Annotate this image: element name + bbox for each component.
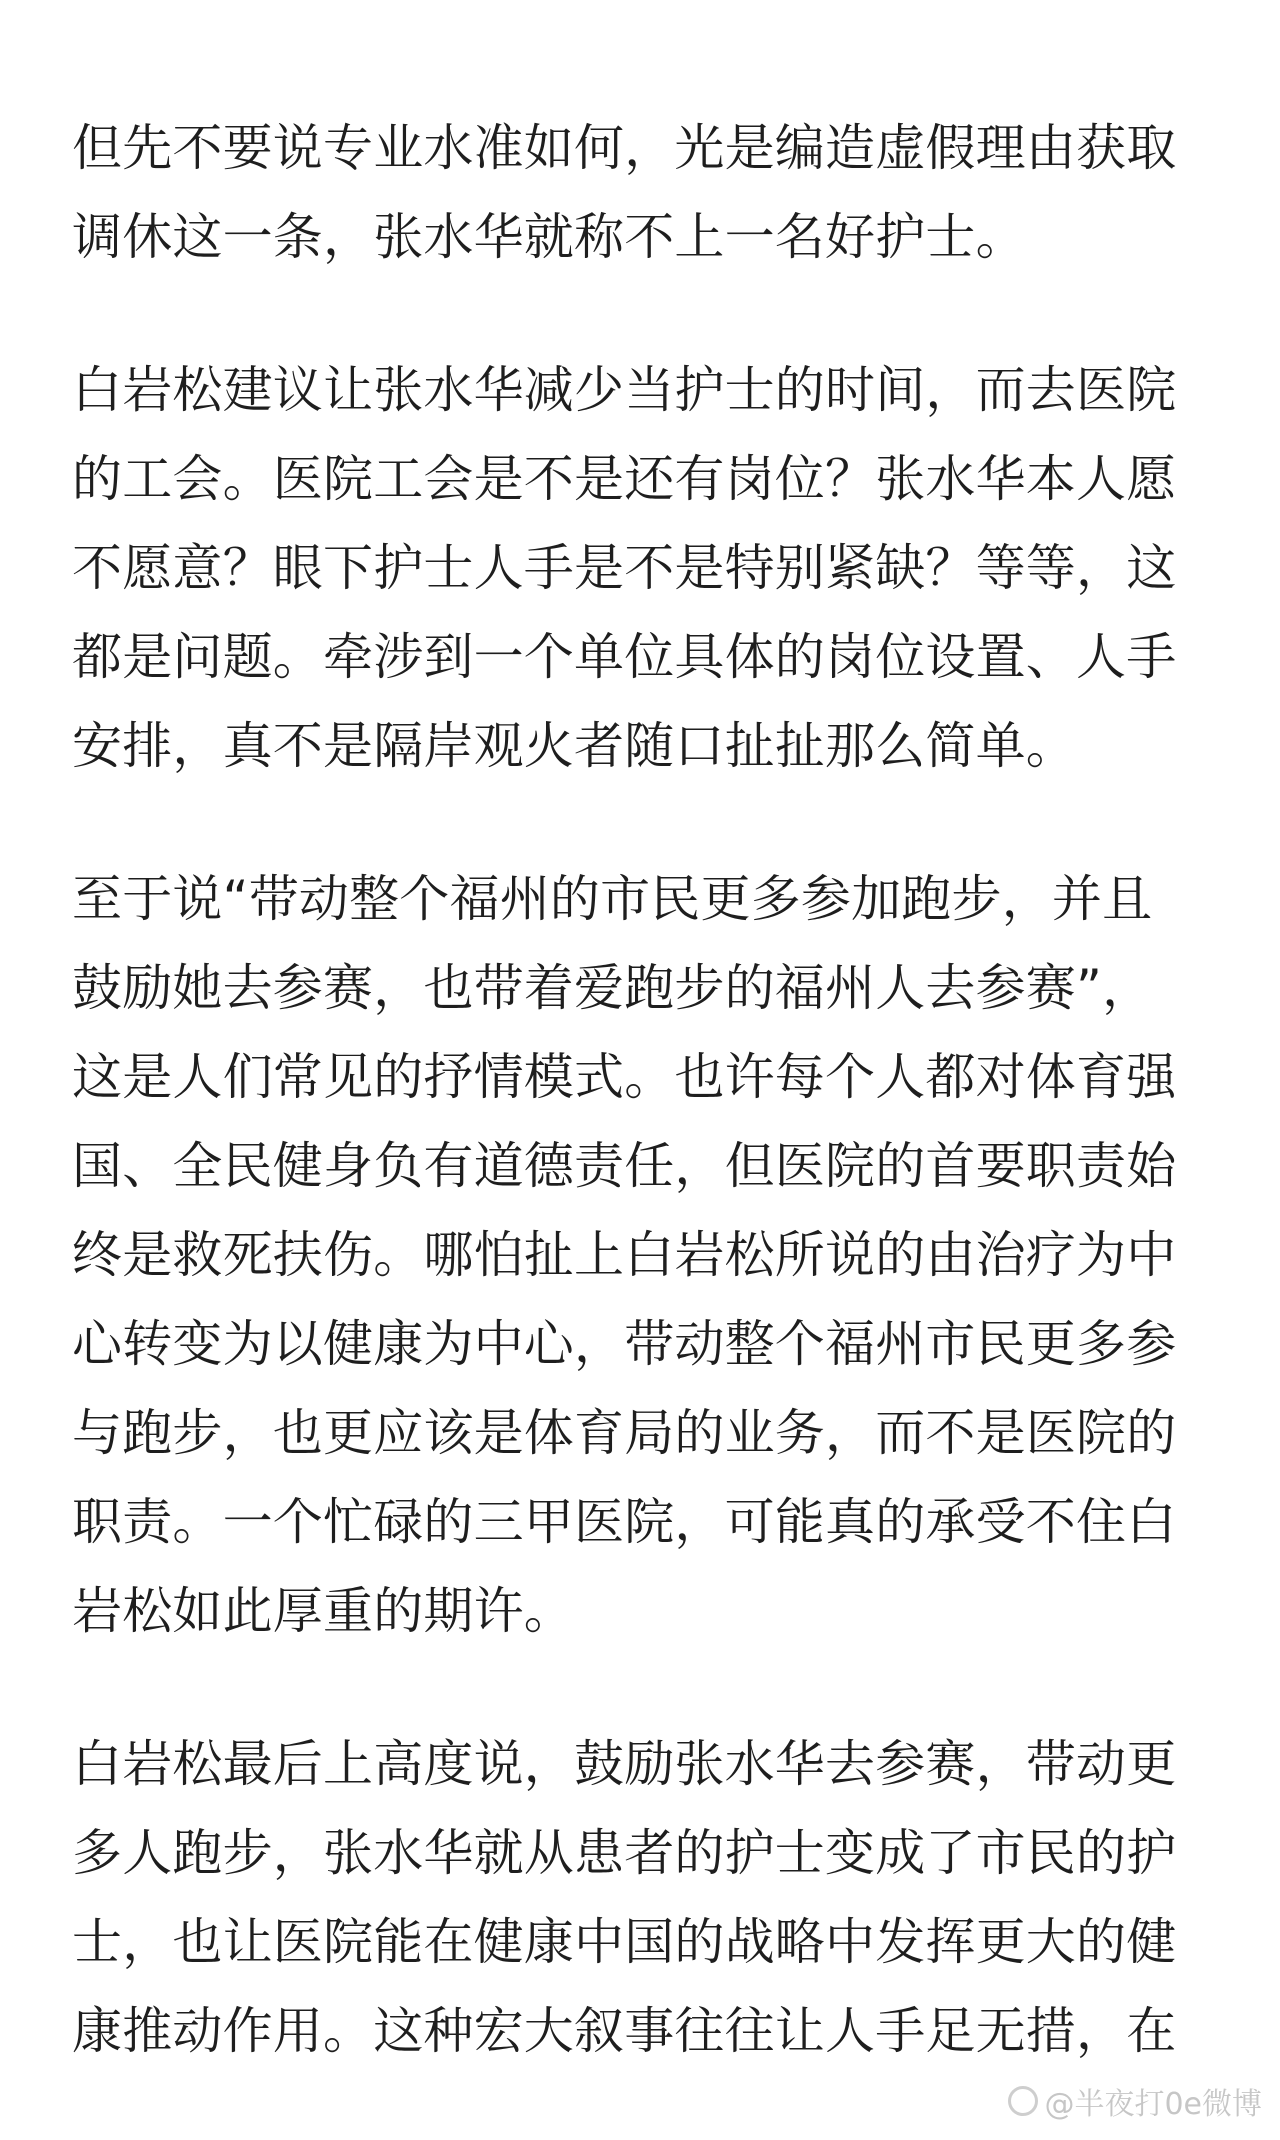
paragraph-1 [72,104,1208,282]
watermark [1008,2079,1262,2123]
paragraph-3 [72,855,1208,1656]
watermark-text: @半夜打0e微博 [1044,2087,1262,2122]
weibo-logo-icon [1008,2086,1038,2116]
text-line: 与跑步，也更应该是体育局的业务，而不是医院的 [72,1404,1177,1462]
text-line: 白岩松建议让张水华减少当护士的时间，而去医院 [72,361,1177,419]
text-line: 士，也让医院能在健康中国的战略中发挥更大的健 [72,1913,1177,1971]
paragraph-2 [72,346,1208,791]
text-line: 的工会。医院工会是不是还有岗位？张水华本人愿 [72,450,1177,508]
text-line: 不愿意？眼下护士人手是不是特别紧缺？等等，这 [72,539,1177,597]
text-line: 都是问题。牵涉到一个单位具体的岗位设置、人手 [72,628,1177,686]
article-body [72,104,1208,2140]
text-line: 至于说“带动整个福州的市民更多参加跑步，并且 [72,870,1153,928]
text-line: 安排，真不是隔岸观火者随口扯扯那么简单。 [72,717,1076,775]
text-line: 岩松如此厚重的期许。 [72,1582,574,1640]
text-line: 白岩松最后上高度说，鼓励张水华去参赛，带动更 [72,1735,1177,1793]
text-line: 调休这一条，张水华就称不上一名好护士。 [72,208,1026,266]
text-line: 但先不要说专业水准如何，光是编造虚假理由获取 [72,119,1177,177]
text-line: 终是救死扶伤。哪怕扯上白岩松所说的由治疗为中 [72,1226,1177,1284]
text-line: 这是人们常见的抒情模式。也许每个人都对体育强 [72,1048,1177,1106]
text-line: 康推动作用。这种宏大叙事往往让人手足无措，在 [72,2002,1177,2060]
text-line: 国、全民健身负有道德责任，但医院的首要职责始 [72,1137,1177,1195]
text-line: 心转变为以健康为中心，带动整个福州市民更多参 [72,1315,1177,1373]
text-line: 多人跑步，张水华就从患者的护士变成了市民的护 [72,1824,1177,1882]
text-line: 鼓励她去参赛，也带着爱跑步的福州人去参赛”， [72,959,1153,1017]
paragraph-4 [72,1720,1208,2076]
text-line: 职责。一个忙碌的三甲医院，可能真的承受不住白 [72,1493,1177,1551]
